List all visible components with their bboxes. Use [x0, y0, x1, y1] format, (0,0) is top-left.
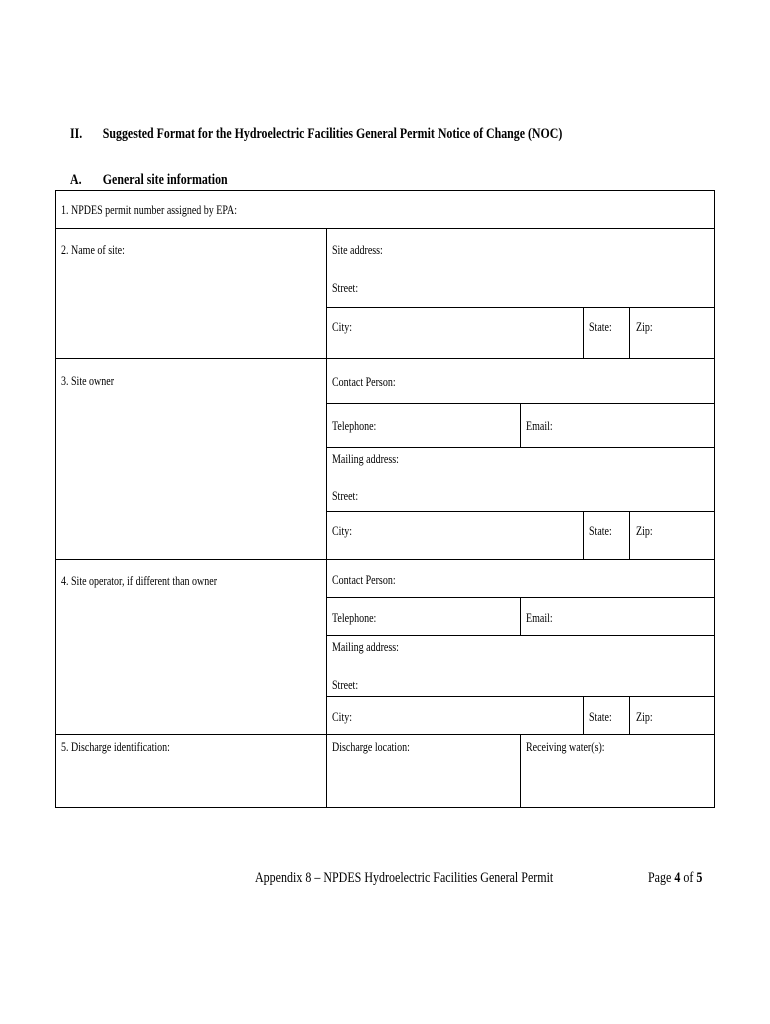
section-heading — [70, 126, 562, 143]
operator-zip-field[interactable]: Zip: — [636, 710, 653, 724]
page-word: Page — [648, 870, 672, 886]
column-divider — [583, 307, 584, 358]
page-total: 5 — [696, 870, 703, 886]
owner-street-field[interactable]: Street: — [332, 489, 359, 503]
owner-email-field[interactable]: Email: — [526, 419, 553, 433]
site-city-field[interactable]: City: — [332, 320, 353, 334]
owner-telephone-field[interactable]: Telephone: — [332, 419, 377, 433]
discharge-location-field[interactable]: Discharge location: — [332, 740, 410, 754]
section-number: II. — [70, 126, 83, 142]
owner-contact-person-field[interactable]: Contact Person: — [332, 375, 396, 389]
page-of: of — [683, 870, 694, 886]
site-owner-field[interactable]: 3. Site owner — [61, 374, 115, 388]
operator-mailing-address-label: Mailing address: — [332, 640, 399, 654]
column-divider — [583, 511, 584, 559]
site-zip-field[interactable]: Zip: — [636, 320, 653, 334]
page-current: 4 — [674, 870, 681, 886]
column-divider — [629, 511, 630, 559]
column-divider — [520, 597, 521, 635]
operator-street-field[interactable]: Street: — [332, 678, 359, 692]
section-title: Suggested Format for the Hydroelectric Facilities General Permit Notice of Change (NOC) — [102, 126, 563, 142]
owner-zip-field[interactable]: Zip: — [636, 524, 653, 538]
column-divider — [326, 228, 327, 808]
page-number — [648, 870, 702, 887]
column-divider — [629, 696, 630, 734]
owner-city-field[interactable]: City: — [332, 524, 353, 538]
row-divider — [55, 734, 715, 735]
row-divider — [326, 635, 715, 636]
subsection-heading — [70, 172, 228, 189]
row-divider — [55, 559, 715, 560]
subsection-letter: A. — [70, 172, 82, 188]
column-divider — [629, 307, 630, 358]
row-divider — [55, 228, 715, 229]
operator-city-field[interactable]: City: — [332, 710, 353, 724]
owner-state-field[interactable]: State: — [589, 524, 612, 538]
subsection-title: General site information — [102, 172, 228, 188]
discharge-identification-field[interactable]: 5. Discharge identification: — [61, 740, 170, 754]
row-divider — [326, 696, 715, 697]
footer-appendix: Appendix 8 – NPDES Hydroelectric Facilities General Permit — [255, 870, 554, 886]
form-border-bottom — [55, 807, 715, 808]
site-street-field[interactable]: Street: — [332, 281, 359, 295]
operator-email-field[interactable]: Email: — [526, 611, 553, 625]
column-divider — [583, 696, 584, 734]
column-divider — [520, 403, 521, 447]
row-divider — [326, 447, 715, 448]
owner-mailing-address-label: Mailing address: — [332, 452, 399, 466]
site-operator-field[interactable]: 4. Site operator, if different than owner — [61, 574, 218, 588]
form-border-top — [55, 190, 715, 191]
row-divider — [55, 358, 715, 359]
receiving-waters-field[interactable]: Receiving water(s): — [526, 740, 605, 754]
row-divider — [326, 307, 715, 308]
operator-contact-person-field[interactable]: Contact Person: — [332, 573, 396, 587]
row-divider — [326, 511, 715, 512]
site-name-field[interactable]: 2. Name of site: — [61, 243, 125, 257]
site-address-label: Site address: — [332, 243, 383, 257]
operator-state-field[interactable]: State: — [589, 710, 612, 724]
column-divider — [520, 734, 521, 808]
operator-telephone-field[interactable]: Telephone: — [332, 611, 377, 625]
site-state-field[interactable]: State: — [589, 320, 612, 334]
form-border-right — [714, 190, 715, 808]
general-site-information-form — [55, 190, 715, 808]
form-border-left — [55, 190, 56, 808]
npdes-permit-field[interactable]: 1. NPDES permit number assigned by EPA: — [61, 203, 238, 217]
